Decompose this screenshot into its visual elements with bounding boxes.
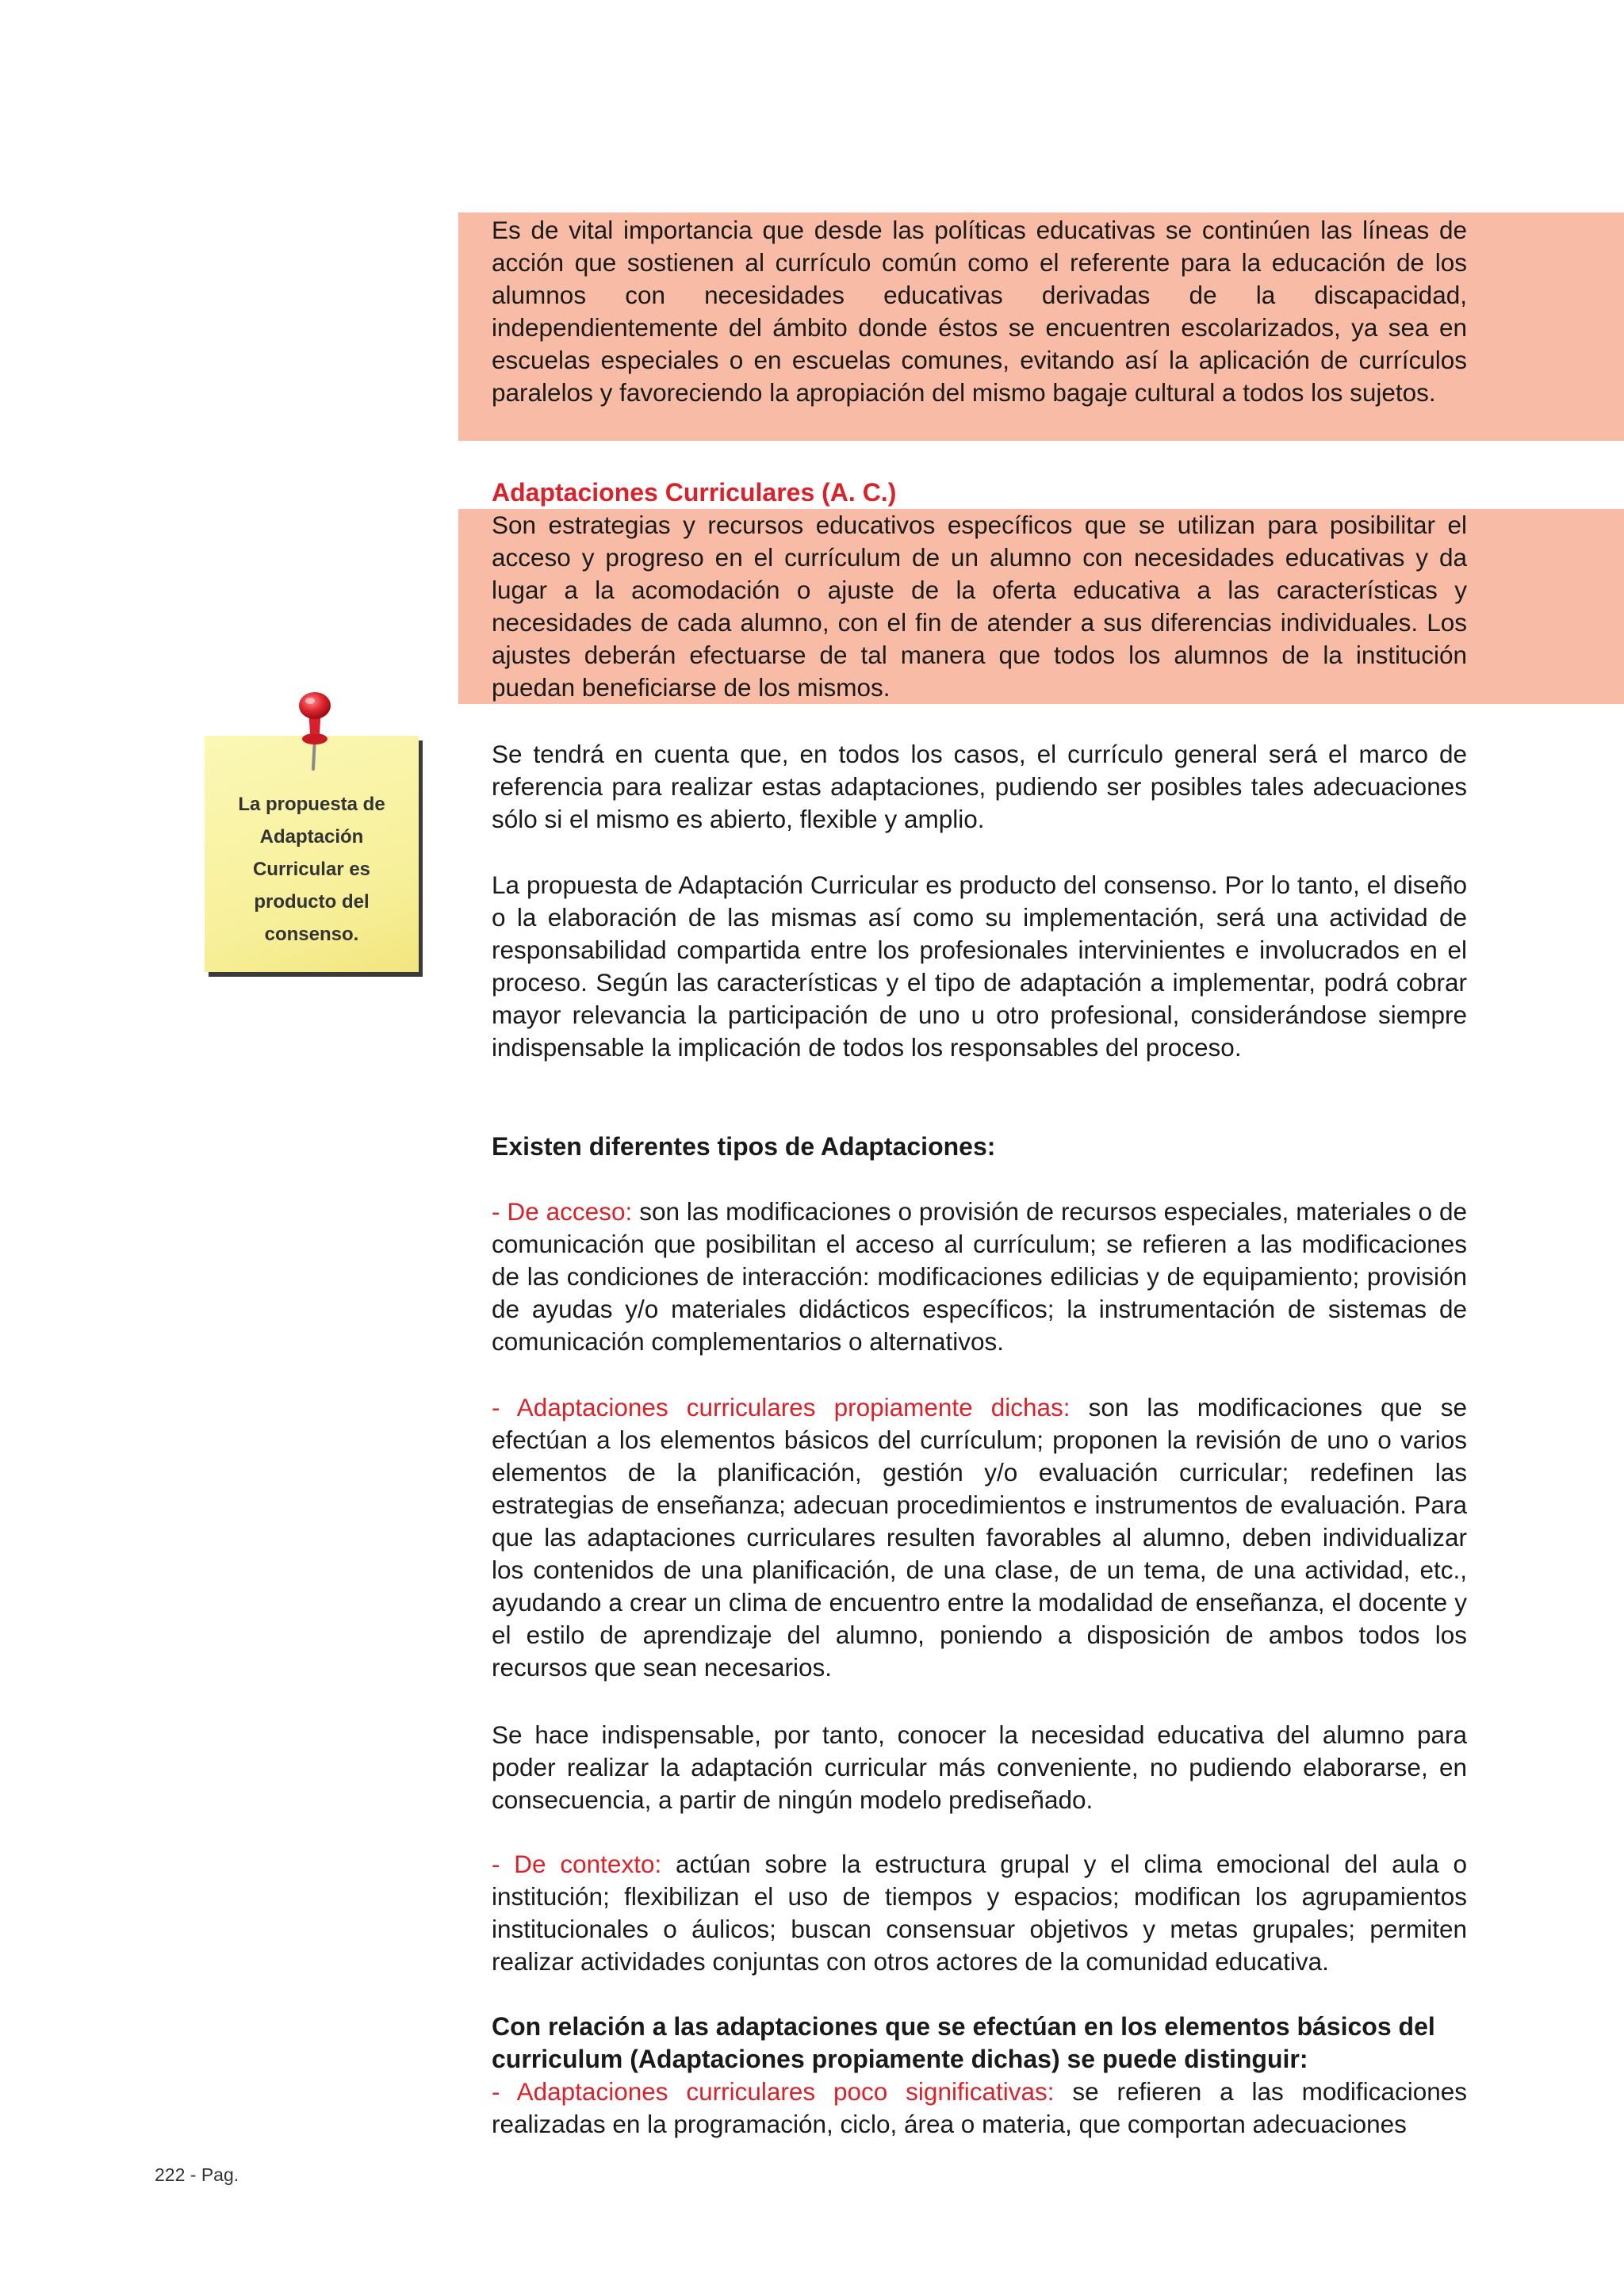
term-propiamente-dichas: - Adaptaciones curriculares propiamente dichas:: [492, 1393, 1071, 1422]
paragraph-de-contexto: [492, 1848, 1467, 1978]
text-propiamente-dichas: son las modificaciones que se efectúan a los elementos básicos del currículum; proponen la revisión de uno o varios elementos de la planificación, gestión y/o evaluación curricular; redefinen las estrategias de enseñanza; adecuan procedimientos e instrumentos de evaluación. Para que las adaptaciones curriculares resulten favorables al alumno, deben individualizar los contenidos de una planificación, de una clase, de un tema, de una actividad, etc., ayudando a crear un clima de encuentro entre la modalidad de enseñanza, el docente y el estilo de aprendizaje del alumno, poniendo a disposición de ambos todos los recursos que sean necesarios.: [492, 1393, 1468, 1682]
section-heading-tipos: Existen diferentes tipos de Adaptaciones:: [492, 1132, 996, 1161]
term-de-contexto: - De contexto:: [492, 1850, 662, 1878]
paragraph-poco-significativas: [492, 2076, 1467, 2141]
term-poco-significativas: - Adaptaciones curriculares poco significativas:: [492, 2077, 1055, 2106]
text-poco-significativas: se refieren a las modificaciones realizadas en la programación, ciclo, área o materia, que comportan adecuaciones: [492, 2077, 1467, 2138]
paragraph-consenso: La propuesta de Adaptación Curricular es producto del consenso. Por lo tanto, el diseño o la elaboración de las mismas así como su implementación, será una actividad de responsabilidad compartida entre los profesionales intervinientes e involucrados en el proceso. Según las características y el tipo de adaptación a implementar, podrá cobrar mayor relevancia la participación de uno u otro profesional, considerándose siempre indispensable la implicación de todos los responsables del proceso.: [492, 871, 1467, 1062]
sticky-note-text: La propuesta de Adaptación Curricular es producto del consenso.: [238, 794, 385, 945]
text-de-acceso: son las modificaciones o provisión de recursos especiales, materiales o de comunicación que posibilitan el acceso al currículum; se refieren a las modificaciones de las condiciones de interacción: modificaciones edilicias y de equipamiento; provisión de ayudas y/o materiales didácticos específicos; la instrumentación de sistemas de comunicación complementarios o alternativos.: [492, 1197, 1467, 1356]
section-heading-relacion: Con relación a las adaptaciones que se efectúan en los elementos básicos del curriculum (Adaptaciones propiamente dichas) se puede distinguir:: [492, 2012, 1435, 2073]
paragraph-marco-referencia: Se tendrá en cuenta que, en todos los casos, el currículo general será el marco de referencia para realizar estas adaptaciones, pudiendo ser posibles tales adecuaciones sólo si el mismo es abierto, flexible y amplio.: [492, 740, 1467, 833]
paragraph-propiamente-dichas: [492, 1391, 1467, 1684]
paragraph-curriculo-comun: Es de vital importancia que desde las políticas educativas se continúen las líneas de acción que sostienen al currículo común como el referente para la educación de los alumnos con necesidades educativas derivadas de la discapacidad, independientemente del ámbito donde éstos se encuentren escolarizados, ya sea en escuelas especiales o en escuelas comunes, evitando así la aplicación de currículos paralelos y favoreciendo la apropiación del mismo bagaje cultural a todos los sujetos.: [492, 216, 1467, 407]
pushpin-icon: [289, 690, 345, 777]
section-heading-adaptaciones: Adaptaciones Curriculares (A. C.): [492, 478, 897, 507]
page-number: 222 - Pag.: [155, 2164, 239, 2185]
paragraph-definicion: Son estrategias y recursos educativos específicos que se utilizan para posibilitar el acceso y progreso en el currículum de un alumno con necesidades educativas y da lugar a la acomodación o ajuste de la oferta educativa a las características y necesidades de cada alumno, con el fin de atender a sus diferencias individuales. Los ajustes deberán efectuarse de tal manera que todos los alumnos de la institución puedan beneficiarse de los mismos.: [492, 511, 1467, 702]
term-de-acceso: - De acceso:: [492, 1197, 633, 1226]
paragraph-necesidad-educativa: Se hace indispensable, por tanto, conocer la necesidad educativa del alumno para poder realizar la adaptación curricular más conveniente, no pudiendo elaborarse, en consecuencia, a partir de ningún modelo prediseñado.: [492, 1720, 1467, 1814]
text-de-contexto: actúan sobre la estructura grupal y el clima emocional del aula o institución; flexibilizan el uso de tiempos y espacios; modifican los agrupamientos institucionales o áulicos; buscan consensuar objetivos y metas grupales; permiten realizar actividades conjuntas con otros actores de la comunidad educativa.: [492, 1850, 1468, 1976]
paragraph-de-acceso: [492, 1196, 1467, 1358]
